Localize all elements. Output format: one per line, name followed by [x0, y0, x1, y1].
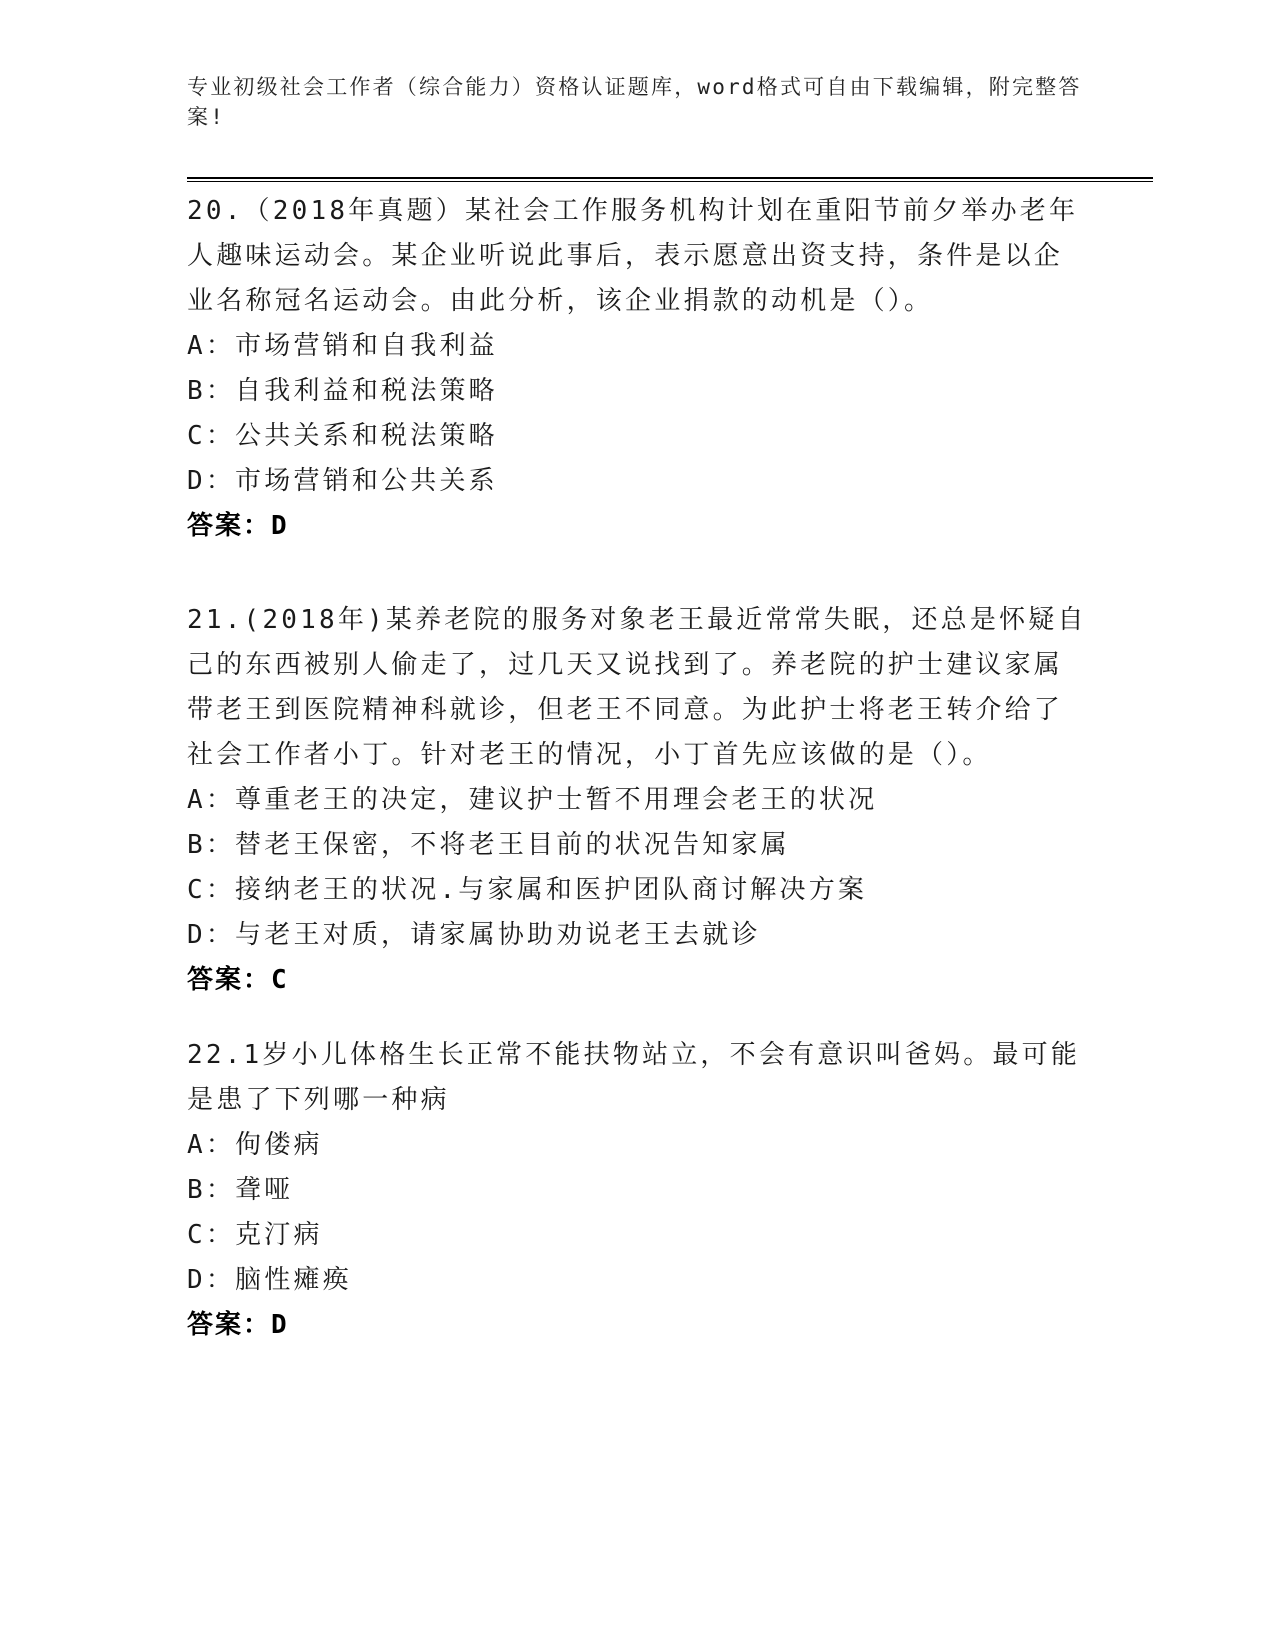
option-b: B：聋哑 [187, 1175, 294, 1205]
question-21 [187, 598, 1087, 1003]
question-stem: 20.（2018年真题）某社会工作服务机构计划在重阳节前夕举办老年人趣味运动会。某企业听说此事后，表示愿意出资支持，条件是以企业名称冠名运动会。由此分析，该企业捐款的动机是（）。 [187, 196, 1079, 316]
question-20 [187, 189, 1087, 549]
option-c: C：克汀病 [187, 1220, 323, 1250]
option-c: C：公共关系和税法策略 [187, 421, 498, 451]
option-a: A：佝偻病 [187, 1130, 323, 1160]
header-divider [187, 177, 1153, 182]
question-stem: 21.(2018年)某养老院的服务对象老王最近常常失眠，还总是怀疑自己的东西被别人偷走了，过几天又说找到了。养老院的护士建议家属带老王到医院精神科就诊，但老王不同意。为此护士将老王转介给了社会工作者小丁。针对老王的情况，小丁首先应该做的是（）。 [187, 605, 1087, 770]
option-d: D：市场营销和公共关系 [187, 466, 498, 496]
option-b: B：自我利益和税法策略 [187, 376, 498, 406]
question-stem: 22.1岁小儿体格生长正常不能扶物站立，不会有意识叫爸妈。最可能是患了下列哪一种病 [187, 1040, 1081, 1115]
option-d: D：与老王对质，请家属协助劝说老王去就诊 [187, 920, 761, 950]
document-header: 专业初级社会工作者（综合能力）资格认证题库，word格式可自由下载编辑，附完整答案! [187, 75, 1082, 129]
option-a: A：市场营销和自我利益 [187, 331, 498, 361]
question-22 [187, 1033, 1087, 1348]
option-a: A：尊重老王的决定，建议护士暂不用理会老王的状况 [187, 785, 878, 815]
answer: 答案：C [187, 965, 289, 995]
answer: 答案：D [187, 511, 289, 541]
option-d: D：脑性瘫痪 [187, 1265, 352, 1295]
option-b: B：替老王保密，不将老王目前的状况告知家属 [187, 830, 790, 860]
option-c: C：接纳老王的状况.与家属和医护团队商讨解决方案 [187, 875, 868, 905]
answer: 答案：D [187, 1310, 289, 1340]
